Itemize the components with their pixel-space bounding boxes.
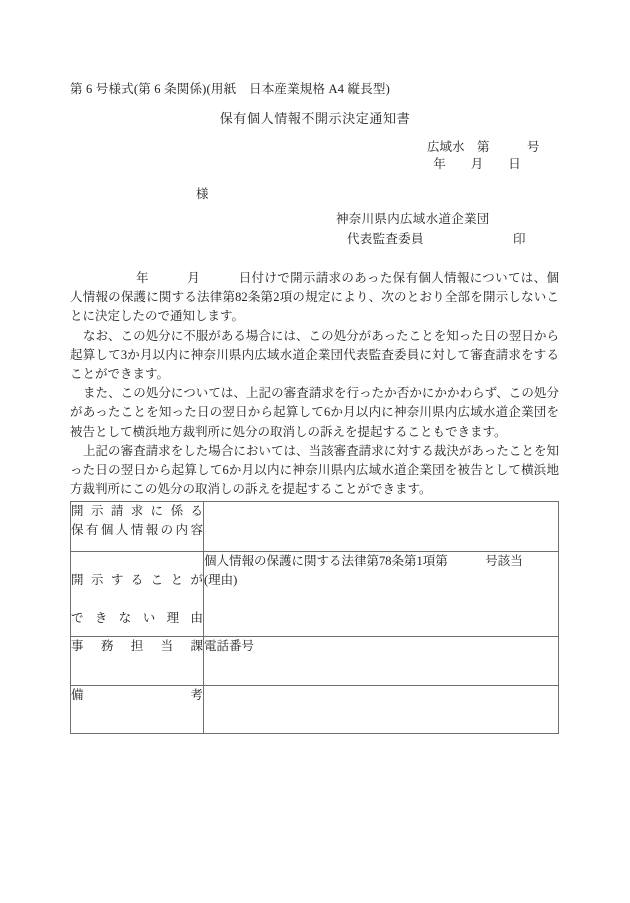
table-row: [71, 637, 559, 686]
label-spacer: [71, 552, 203, 571]
table-row: [71, 552, 559, 637]
row-label-reason: [71, 552, 204, 637]
row-value-line-1: 個人情報の保護に関する法律第78条第1項第 号該当: [204, 554, 523, 568]
body-paragraph-2: なお、この処分に不服がある場合には、この処分があったことを知った日の翌日から起算して3か月以内に神奈川県内広域水道企業団代表監査委員に対して審査請求をすることができます。: [70, 328, 559, 382]
row-label-line-1: 事務担当課: [71, 639, 203, 653]
row-value-line-2: (理由): [204, 573, 238, 587]
row-label-remarks: [71, 686, 204, 734]
row-value-remarks[interactable]: [204, 686, 559, 734]
document-date: 年 月 日: [433, 157, 521, 171]
body-paragraph-1: 年 月 日付けで開示請求のあった保有個人情報については、個人情報の保護に関する法律第82条第2項の規定により、次のとおり全部を開示しないことに決定したので通知します。: [70, 271, 559, 324]
row-value-department[interactable]: [204, 637, 559, 686]
row-value-request-content[interactable]: [204, 502, 559, 552]
issuer-organization: 神奈川県内広域水道企業団: [336, 212, 490, 226]
body-paragraph-3: また、この処分については、上記の審査請求を行ったか否かにかかわらず、この処分があったことを知った日の翌日から起算して6か月以内に神奈川県内広域水道企業団を被告として横浜地方裁判所に処分の取消しの訴えを提起することもできます。: [70, 386, 559, 439]
form-number-line: 第 6 号様式(第 6 条関係)(用紙 日本産業規格 A4 縦長型): [70, 82, 390, 96]
issuer-role: 代表監査委員: [347, 232, 424, 246]
row-label-line-2: 保有個人情報の内容: [71, 523, 203, 537]
row-value-line-1: 電話番号: [204, 639, 255, 653]
row-label-line-2: できない理由: [71, 611, 203, 625]
body-text: [70, 269, 559, 499]
label-spacer: [71, 590, 203, 609]
row-label-line-1: 開示することが: [71, 573, 203, 587]
row-label-line-1: 開示請求に係る: [71, 504, 203, 518]
table-row: [71, 502, 559, 552]
table-row: [71, 686, 559, 734]
disclosure-form-table: [70, 501, 559, 734]
addressee-honorific: 様: [196, 187, 209, 201]
seal-mark: 印: [513, 232, 526, 246]
row-label-request-content: [71, 502, 204, 552]
row-label-line-1: 備考: [71, 688, 203, 702]
document-number: 広域水 第 号: [427, 140, 540, 154]
row-label-department: [71, 637, 204, 686]
body-paragraph-4: 上記の審査請求をした場合においては、当該審査請求に対する裁決があったことを知った日の翌日から起算して6か月以内に神奈川県内広域水道企業団を被告として横浜地方裁判所にこの処分の取消しの訴えを提起することができます。: [70, 443, 559, 497]
row-value-reason[interactable]: [204, 552, 559, 637]
document-title: 保有個人情報不開示決定通知書: [219, 111, 411, 126]
